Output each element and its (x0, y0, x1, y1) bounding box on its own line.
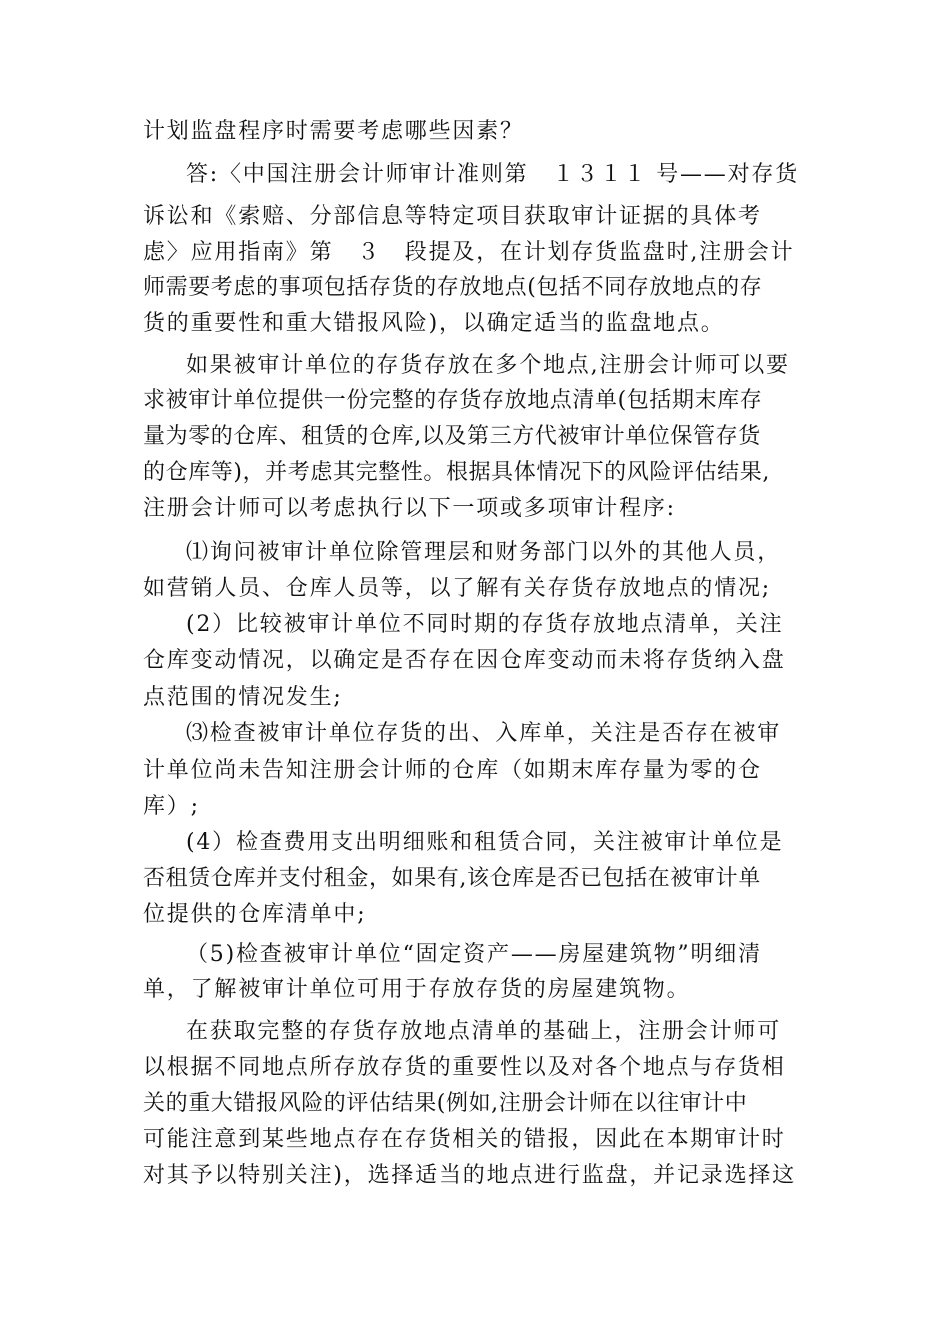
text-line: (4）检查费用支出明细账和租赁合同，关注被审计单位是 (186, 830, 784, 855)
text-line: 点范围的情况发生; (143, 685, 343, 710)
text-line: ⑶检查被审计单位存货的出、入库单，关注是否存在被审 (186, 721, 782, 746)
text-line: 单，了解被审计单位可用于存放存货的房屋建筑物。 (143, 977, 691, 1002)
text-line: 仓库变动情况，以确定是否存在因仓库变动而未将存货纳入盘 (143, 648, 786, 673)
text-line: 如营销人员、仓库人员等，以了解有关存货存放地点的情况; (143, 576, 772, 601)
text-line: ⑴询问被审计单位除管理层和财务部门以外的其他人员， (186, 540, 782, 565)
text-line: 量为零的仓库、租赁的仓库,以及第三方代被审计单位保管存货 (143, 424, 761, 449)
text-line: （5)检查被审计单位“固定资产——房屋建筑物”明细清 (186, 942, 762, 967)
text-line: 如果被审计单位的存货存放在多个地点,注册会计师可以要 (186, 353, 790, 378)
text-line: 答:〈中国注册会计师审计准则第 １３１１ 号——对存货 (186, 162, 800, 187)
text-line: 以根据不同地点所存放存货的重要性以及对各个地点与存货相 (143, 1055, 786, 1080)
text-line: 位提供的仓库清单中; (143, 902, 367, 927)
text-line: 否租赁仓库并支付租金，如果有,该仓库是否已包括在被审计单 (143, 866, 761, 891)
text-line: 虑〉应用指南》第 ３ 段提及，在计划存货监盘时,注册会计 (143, 240, 795, 265)
text-line: 的仓库等)，并考虑其完整性。根据具体情况下的风险评估结果, (143, 460, 770, 485)
text-line: 诉讼和《索赔、分部信息等特定项目获取审计证据的具体考 (143, 204, 762, 229)
text-line: 师需要考虑的事项包括存货的存放地点(包括不同存放地点的存 (143, 275, 763, 300)
text-line: 计单位尚未告知注册会计师的仓库（如期末库存量为零的仓 (143, 758, 762, 783)
text-line: 可能注意到某些地点存在存货相关的错报，因此在本期审计时 (143, 1127, 786, 1152)
text-line: 计划监盘程序时需要考虑哪些因素？ (143, 119, 524, 144)
text-line: 求被审计单位提供一份完整的存货存放地点清单(包括期末库存 (143, 388, 763, 413)
text-line: 关的重大错报风险的评估结果(例如,注册会计师在以往审计中 (143, 1091, 748, 1116)
text-line: 注册会计师可以考虑执行以下一项或多项审计程序: (143, 496, 676, 521)
text-line: 在获取完整的存货存放地点清单的基础上，注册会计师可 (186, 1019, 782, 1044)
text-line: 对其予以特别关注)，选择适当的地点进行监盘，并记录选择这 (143, 1163, 796, 1188)
text-line: 货的重要性和重大错报风险)，以确定适当的监盘地点。 (143, 311, 725, 336)
text-line: (2）比较被审计单位不同时期的存货存放地点清单，关注 (186, 612, 784, 637)
text-line: 库）; (143, 794, 200, 819)
